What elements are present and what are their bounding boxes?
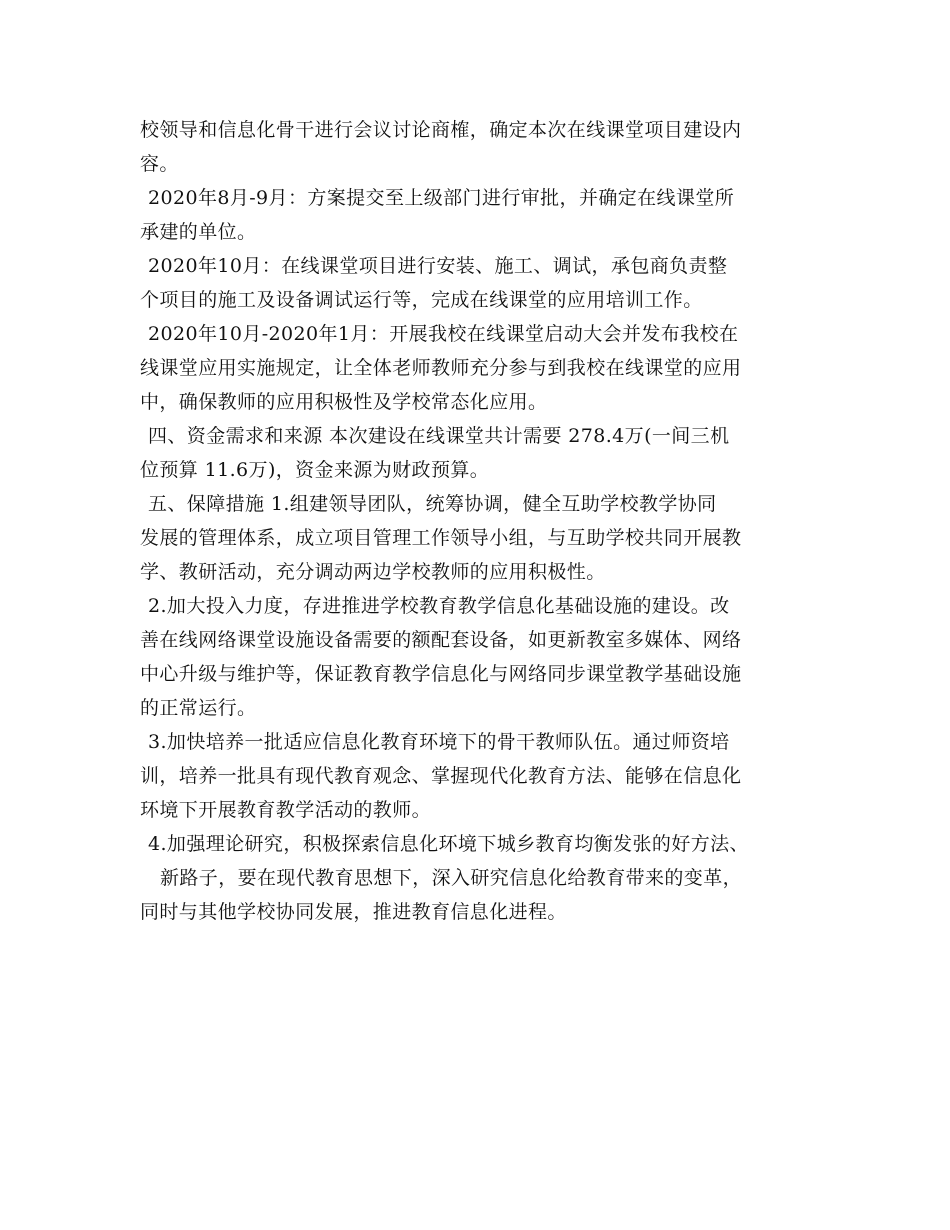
text-line: 3.加快培养一批适应信息化教育环境下的骨干教师队伍。通过师资培: [148, 731, 730, 753]
text-line: 同时与其他学校协同发展，推进教育信息化进程。: [140, 901, 567, 923]
text-line: 容。: [140, 153, 179, 175]
text-line: 2.加大投入力度，存进推进学校教育教学信息化基础设施的建设。改: [148, 595, 730, 617]
text-line: 五、保障措施 1.组建领导团队，统筹协调，健全互助学校教学协同: [148, 493, 717, 515]
text-line: 承建的单位。: [140, 221, 257, 243]
text-line: 校领导和信息化骨干进行会议讨论商榷，确定本次在线课堂项目建设内: [140, 119, 742, 141]
text-line: 环境下开展教育教学活动的教师。: [140, 799, 432, 821]
text-line: 训，培养一批具有现代教育观念、掌握现代化教育方法、能够在信息化: [140, 765, 742, 787]
document-body: [140, 113, 820, 929]
text-line: 线课堂应用实施规定，让全体老师教师充分参与到我校在线课堂的应用: [140, 357, 742, 379]
text-line: 新路子，要在现代教育思想下，深入研究信息化给教育带来的变革，: [160, 867, 743, 889]
text-line: 位预算 11.6万)，资金来源为财政预算。: [140, 459, 490, 481]
text-line: 学、教研活动，充分调动两边学校教师的应用积极性。: [140, 561, 606, 583]
text-line: 四、资金需求和来源 本次建设在线课堂共计需要 278.4万(一间三机: [148, 425, 730, 447]
text-line: 善在线网络课堂设施设备需要的额配套设备，如更新教室多媒体、网络: [140, 629, 742, 651]
text-line: 发展的管理体系，成立项目管理工作领导小组，与互助学校共同开展教: [140, 527, 742, 549]
text-line: 的正常运行。: [140, 697, 257, 719]
text-line: 中心升级与维护等，保证教育教学信息化与网络同步课堂教学基础设施: [140, 663, 742, 685]
text-line: 2020年10月-2020年1月：开展我校在线课堂启动大会并发布我校在: [148, 323, 739, 345]
text-line: 2020年10月：在线课堂项目进行安装、施工、调试，承包商负责整: [148, 255, 728, 277]
text-line: 4.加强理论研究，积极探索信息化环境下城乡教育均衡发张的好方法、: [148, 833, 749, 855]
text-line: 中，确保教师的应用积极性及学校常态化应用。: [140, 391, 548, 413]
text-line: 2020年8月-9月：方案提交至上级部门进行审批，并确定在线课堂所: [148, 187, 735, 209]
text-line: 个项目的施工及设备调试运行等，完成在线课堂的应用培训工作。: [140, 289, 703, 311]
